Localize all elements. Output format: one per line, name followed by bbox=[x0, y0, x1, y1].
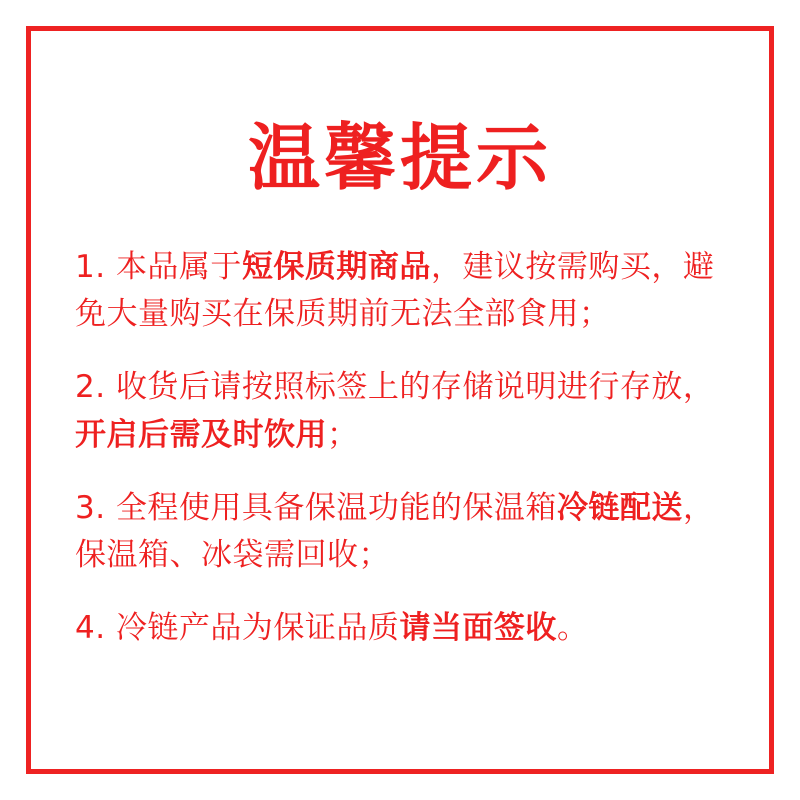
notice-emphasis-text: 冷链配送 bbox=[556, 489, 683, 526]
notice-item-number: 3. bbox=[75, 489, 116, 526]
page-title: 温馨提示 bbox=[247, 116, 552, 200]
notice-item bbox=[75, 244, 725, 338]
notice-item-number: 4. bbox=[75, 609, 116, 646]
notice-text: ，建议按需购买，避免大量购买在保质期前无法全部食用； bbox=[75, 249, 715, 333]
notice-text: 。 bbox=[556, 609, 589, 646]
notice-item-number: 1. bbox=[75, 249, 116, 286]
notice-text: 本品属于 bbox=[115, 249, 242, 286]
notice-item bbox=[75, 605, 725, 652]
notice-text: ； bbox=[327, 416, 359, 453]
notice-item bbox=[75, 485, 725, 579]
notice-text: 收货后请按照标签上的存储说明进行存放， bbox=[115, 369, 715, 406]
notice-list bbox=[75, 244, 725, 652]
notice-text: 冷链产品为保证品质 bbox=[115, 609, 400, 646]
notice-text: ，保温箱、冰袋需回收； bbox=[75, 489, 715, 573]
notice-emphasis-text: 开启后需及时饮用 bbox=[75, 416, 327, 453]
notice-emphasis-text: 短保质期商品 bbox=[241, 249, 431, 286]
notice-item bbox=[75, 364, 725, 458]
notice-text: 全程使用具备保温功能的保温箱 bbox=[115, 489, 557, 526]
notice-item-number: 2. bbox=[75, 369, 116, 406]
poster-frame bbox=[26, 26, 774, 774]
notice-emphasis-text: 请当面签收 bbox=[399, 609, 557, 646]
